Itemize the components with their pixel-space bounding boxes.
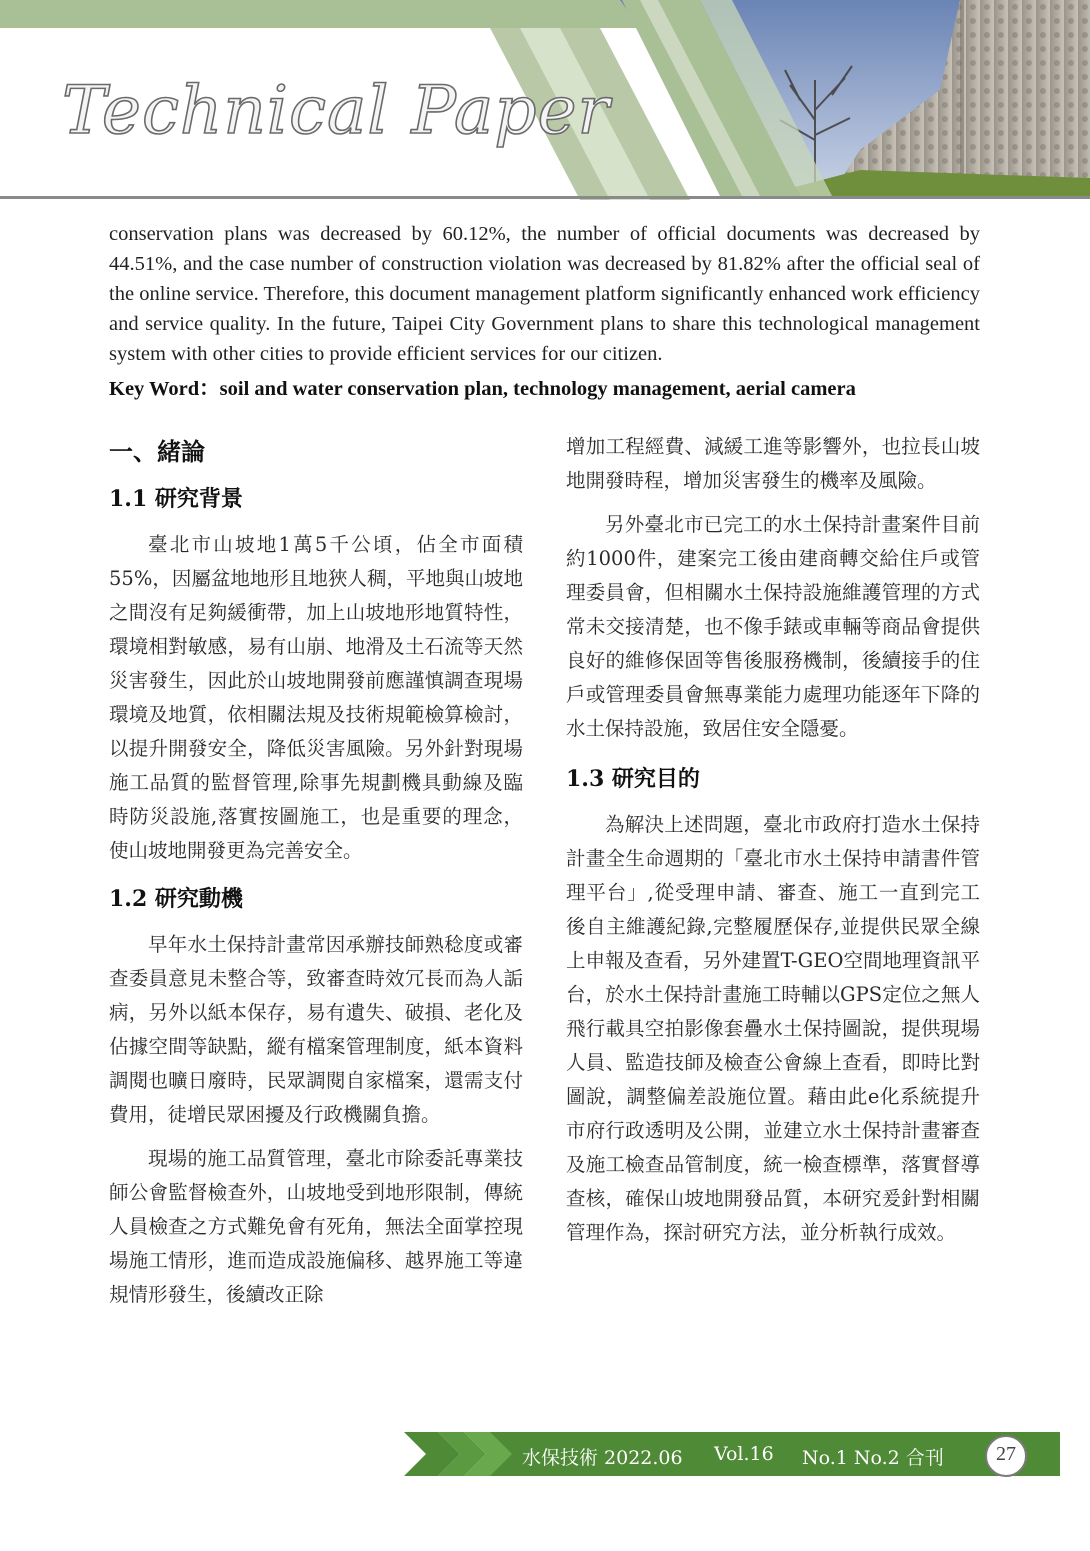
- abstract-block: [109, 219, 980, 369]
- header-title: Technical Paper: [62, 72, 611, 149]
- footer-journal: 水保技術 2022.06: [522, 1447, 683, 1469]
- right-column: [566, 430, 980, 1250]
- header-divider: [0, 196, 1090, 199]
- abstract-text: conservation plans was decreased by 60.12%, the number of official documents was decreased by 44.51%, and the case number of construction violation was decreased by 81.82% after the official seal of the online service. Therefore, this document management platform significantly enhanced work efficiency and service quality. In the future, Taipei City Government plans to share this technological management system with other cities to provide efficient services for our citizen.: [109, 223, 980, 365]
- paragraph-1-3: 為解決上述問題，臺北市政府打造水土保持計畫全生命週期的「臺北市水土保持申請書件管理平台」,從受理申請、審查、施工一直到完工後自主維護紀錄,完整履歷保存,並提供民眾全線上申報及查看，另外建置T-GEO空間地理資訊平台，於水土保持計畫施工時輔以GPS定位之無人飛行載具空拍影像套疊水土保持圖說，提供現場人員、監造技師及檢查公會線上查看，即時比對圖說，調整偏差設施位置。藉由此e化系統提升市府行政透明及公開，並建立水土保持計畫審查及施工檢查品管制度，統一檢查標準，落實督導查核，確保山坡地開發品質，本研究爰針對相關管理作為，探討研究方法，並分析執行成效。: [566, 813, 980, 1244]
- section-heading-introduction: 一、緒論: [109, 438, 205, 466]
- footer-issue: No.1 No.2 合刊: [802, 1447, 944, 1469]
- page-number: 27: [996, 1443, 1016, 1465]
- keyword-line: Key Word：soil and water conservation plan, technology management, aerial camera: [109, 378, 856, 400]
- paragraph-continued: 增加工程經費、減緩工進等影響外，也拉長山坡地開發時程，增加災害發生的機率及風險。: [566, 435, 980, 492]
- subsection-heading-1-3: 1.3 研究目的: [566, 766, 700, 792]
- paragraph-1-1: 臺北市山坡地1萬5千公頃，佔全市面積55%，因屬盆地地形且地狹人稠，平地與山坡地之間沒有足夠緩衝帶，加上山坡地形地質特性，環境相對敏感，易有山崩、地滑及土石流等天然災害發生，因此於山坡地開發前應謹慎調查現場環境及地質，依相關法規及技術規範檢算檢討，以提升開發安全，降低災害風險。另外針對現場施工品質的監督管理,除事先規劃機具動線及臨時防災設施,落實按圖施工，也是重要的理念，使山坡地開發更為完善安全。: [109, 533, 523, 862]
- paragraph-1-2-a: 早年水土保持計畫常因承辦技師熟稔度或審查委員意見未整合等，致審查時效冗長而為人詬病，另外以紙本保存，易有遺失、破損、老化及佔據空間等缺點，縱有檔案管理制度，紙本資料調閱也曠日廢時，民眾調閱自家檔案，還需支付費用，徒增民眾困擾及行政機關負擔。: [109, 933, 523, 1126]
- subsection-heading-1-1: 1.1 研究背景: [109, 486, 243, 512]
- left-column: [109, 430, 523, 1312]
- footer-volume: Vol.16: [714, 1443, 774, 1465]
- paragraph-1-2-b: 現場的施工品質管理，臺北市除委託專業技師公會監督檢查外，山坡地受到地形限制，傳統人員檢查之方式難免會有死角，無法全面掌控現場施工情形，進而造成設施偏移、越界施工等違規情形發生，後續改正除: [109, 1147, 523, 1306]
- page-header: [0, 0, 1090, 200]
- subsection-heading-1-2: 1.2 研究動機: [109, 886, 243, 912]
- paragraph-maintenance: 另外臺北市已完工的水土保持計畫案件目前約1000件，建案完工後由建商轉交給住戶或管理委員會，但相關水土保持設施維護管理的方式常未交接清楚，也不像手錶或車輛等商品會提供良好的維修保固等售後服務機制，後續接手的住戶或管理委員會無專業能力處理功能逐年下降的水土保持設施，致居住安全隱憂。: [566, 513, 980, 740]
